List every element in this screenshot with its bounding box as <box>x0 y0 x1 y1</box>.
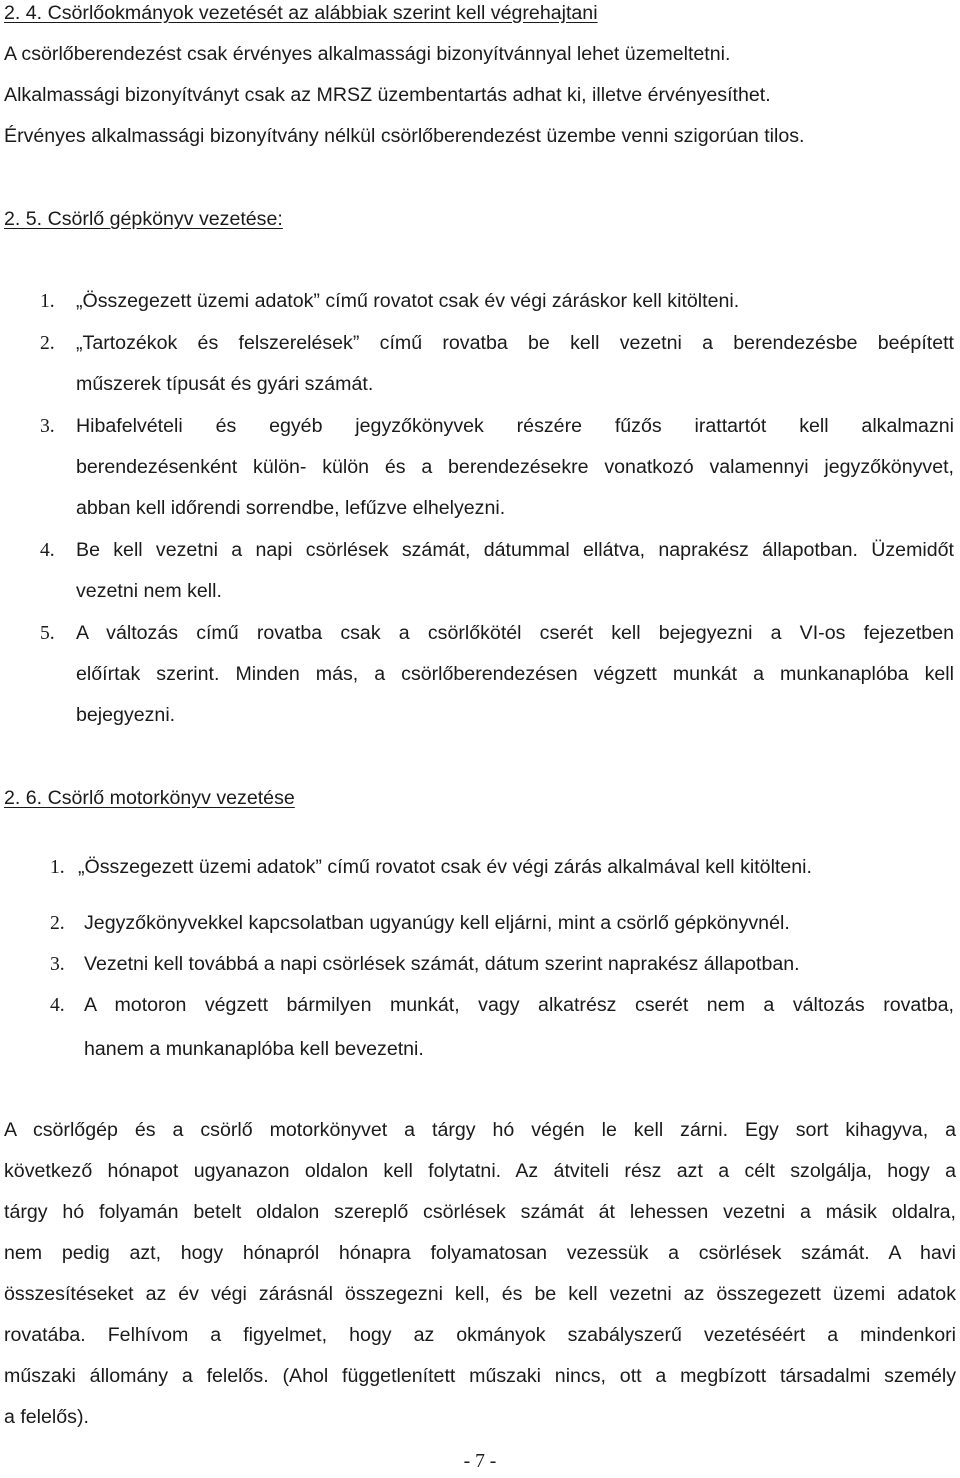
paragraph-line: Alkalmassági bizonyítványt csak az MRSZ üzembentartás adhat ki, illetve érvényesíthet. <box>4 84 771 106</box>
list-item-text: hanem a munkanaplóba kell bevezetni. <box>84 1038 424 1060</box>
list-item-number: 2. <box>50 913 65 934</box>
list-item-number: 1. <box>40 291 55 312</box>
list-item-text: berendezésenként külön- külön és a berendezésekre vonatkozó valamennyi jegyzőkönyvet, <box>76 456 954 478</box>
list-item-text: „Tartozékok és felszerelések” című rovatba be kell vezetni a berendezésbe beépített <box>76 332 954 354</box>
section-heading-2-6: 2. 6. Csörlő motorkönyv vezetése <box>4 787 295 809</box>
paragraph-line: nem pedig azt, hogy hónapról hónapra folyamatosan vezessük a csörlések számát. A havi <box>4 1242 956 1264</box>
section-heading-2-4: 2. 4. Csörlőokmányok vezetését az alábbiak szerint kell végrehajtani <box>4 2 598 24</box>
list-item-text: előírtak szerint. Minden más, a csörlőberendezésen végzett munkát a munkanaplóba kell <box>76 663 954 685</box>
list-item-text: A változás című rovatba csak a csörlőkötél cserét kell bejegyezni a VI-os fejezetben <box>76 622 954 644</box>
list-item-number: 3. <box>50 954 65 975</box>
list-item-text: Jegyzőkönyvekkel kapcsolatban ugyanúgy kell eljárni, mint a csörlő gépkönyvnél. <box>84 912 790 934</box>
paragraph-line: következő hónapot ugyanazon oldalon kell folytatni. Az átviteli rész azt a célt szolgálja, hogy a <box>4 1160 956 1182</box>
list-item-text: „Összegezett üzemi adatok” című rovatot csak év végi zárás alkalmával kell kitölteni. <box>78 856 812 878</box>
list-item-text: Hibafelvételi és egyéb jegyzőkönyvek részére fűzős irattartót kell alkalmazni <box>76 415 954 437</box>
list-item-number: 4. <box>50 995 65 1016</box>
list-item-number: 1. <box>50 857 65 878</box>
paragraph-line: Érvényes alkalmassági bizonyítvány nélkül csörlőberendezést üzembe venni szigorúan tilos. <box>4 125 805 147</box>
paragraph-line: összesítéseket az év végi zárásnál összegezni kell, és be kell vezetni az összegezett üzemi adatok <box>4 1283 956 1305</box>
paragraph-line: a felelős). <box>4 1406 89 1428</box>
list-item-text: Be kell vezetni a napi csörlések számát, dátummal ellátva, naprakész állapotban. Üzemidőt <box>76 539 954 561</box>
paragraph-line: A csörlőberendezést csak érvényes alkalmassági bizonyítvánnyal lehet üzemeltetni. <box>4 43 731 65</box>
list-item-number: 3. <box>40 416 55 437</box>
list-item-text: bejegyezni. <box>76 704 176 726</box>
list-item-text: műszerek típusát és gyári számát. <box>76 373 374 395</box>
list-item-number: 2. <box>40 333 55 354</box>
paragraph-line: tárgy hó folyamán betelt oldalon szereplő csörlések számát át lehessen vezetni a másik oldalra, <box>4 1201 956 1223</box>
list-item-text: A motoron végzett bármilyen munkát, vagy alkatrész cserét nem a változás rovatba, <box>84 994 954 1016</box>
paragraph-line: műszaki állomány a felelős. (Ahol függetlenített műszaki nincs, ott a megbízott társadalmi személy <box>4 1365 956 1387</box>
list-item-text: „Összegezett üzemi adatok” című rovatot csak év végi záráskor kell kitölteni. <box>76 290 740 312</box>
page-number: - 7 - <box>463 1451 497 1472</box>
paragraph-line: rovatába. Felhívom a figyelmet, hogy az okmányok szabályszerű vezetéséért a mindenkori <box>4 1324 956 1346</box>
list-item-number: 5. <box>40 623 55 644</box>
list-item-text: abban kell időrendi sorrendbe, lefűzve elhelyezni. <box>76 497 506 519</box>
list-item-text: vezetni nem kell. <box>76 580 222 602</box>
list-item-number: 4. <box>40 540 55 561</box>
paragraph-line: A csörlőgép és a csörlő motorkönyvet a tárgy hó végén le kell zárni. Egy sort kihagyva, a <box>4 1119 956 1141</box>
list-item-text: Vezetni kell továbbá a napi csörlések számát, dátum szerint naprakész állapotban. <box>84 953 800 975</box>
section-heading-2-5: 2. 5. Csörlő gépkönyv vezetése: <box>4 208 283 230</box>
